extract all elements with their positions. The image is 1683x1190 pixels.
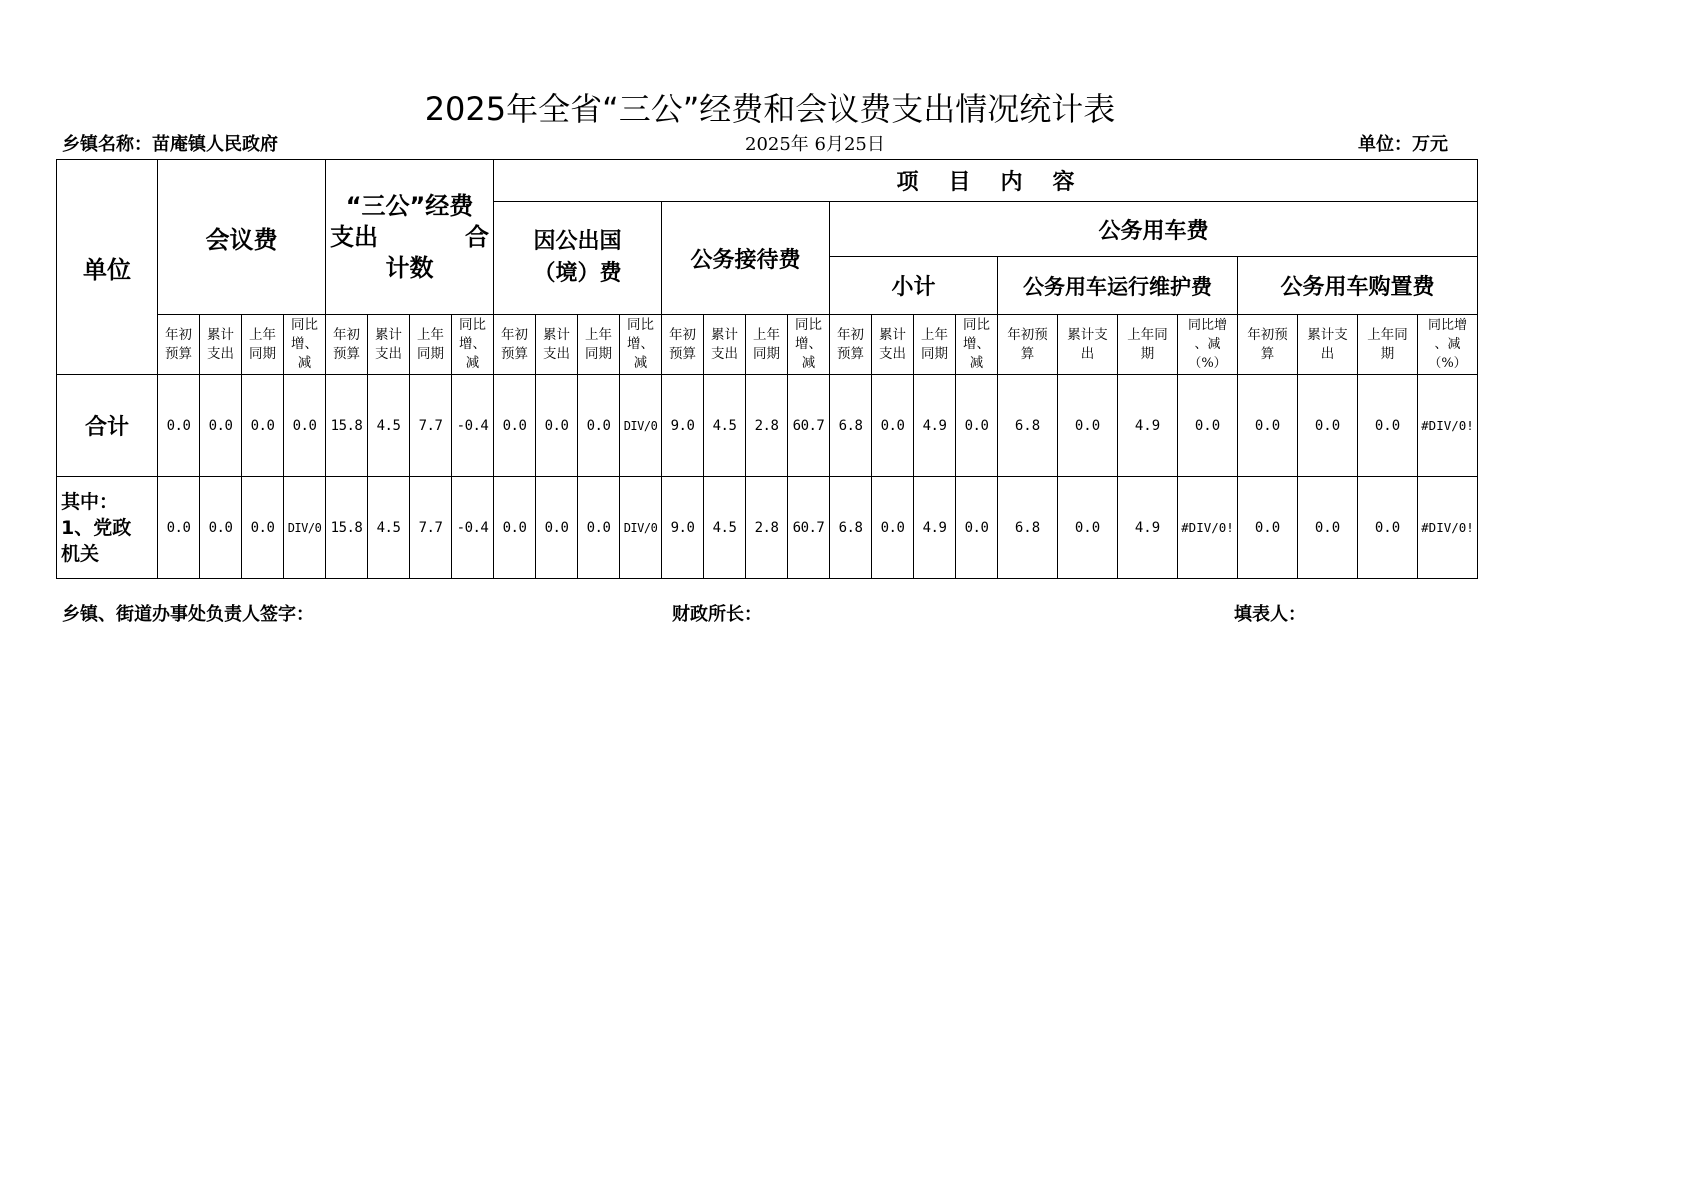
header-unit: 单位	[57, 160, 158, 375]
sub-budget: 年初 预算	[830, 315, 872, 375]
sub-spent-wide: 累计支 出	[1298, 315, 1358, 375]
cell: 0.0	[494, 477, 536, 579]
cell: 0.0	[200, 375, 242, 477]
sub-spent: 累计 支出	[872, 315, 914, 375]
cell: 0.0	[1238, 375, 1298, 477]
cell: 4.5	[704, 477, 746, 579]
sub-budget: 年初 预算	[326, 315, 368, 375]
sub-spent: 累计 支出	[536, 315, 578, 375]
sangong-line2a: 支出	[330, 222, 378, 251]
cell: 0.0	[956, 477, 998, 579]
cell: 4.9	[1118, 375, 1178, 477]
table-row-total	[57, 375, 1478, 477]
header-project-content: 项目内容	[494, 160, 1478, 202]
cell: 60.7	[788, 477, 830, 579]
sub-budget: 年初 预算	[494, 315, 536, 375]
sub-prev: 上年 同期	[914, 315, 956, 375]
abroad-line2: （境）费	[533, 261, 622, 286]
sub-prev: 上年 同期	[746, 315, 788, 375]
cell: 4.5	[704, 375, 746, 477]
sub-prev: 上年 同期	[242, 315, 284, 375]
header-reception-fee: 公务接待费	[662, 202, 830, 315]
header-car-fee: 公务用车费	[830, 202, 1478, 257]
row-label-total: 合计	[57, 375, 158, 477]
cell: 0.0	[956, 375, 998, 477]
subheader-row	[57, 315, 1478, 375]
cell: 2.8	[746, 375, 788, 477]
cell: 0.0	[1298, 375, 1358, 477]
cell: 0.0	[872, 375, 914, 477]
cell: 6.8	[998, 375, 1058, 477]
sub-yoy: 同比 增、 减	[956, 315, 998, 375]
sub-yoy: 同比 增、 减	[452, 315, 494, 375]
cell: -0.4	[452, 375, 494, 477]
cell: 60.7	[788, 375, 830, 477]
cell: 0.0	[1058, 375, 1118, 477]
sub-spent: 累计 支出	[200, 315, 242, 375]
cell: 9.0	[662, 477, 704, 579]
cell: 0.0	[494, 375, 536, 477]
cell: 15.8	[326, 375, 368, 477]
sub-prev: 上年 同期	[410, 315, 452, 375]
cell: 15.8	[326, 477, 368, 579]
cell: 0.0	[536, 477, 578, 579]
cell: 0.0	[1178, 375, 1238, 477]
cell: 0.0	[200, 477, 242, 579]
header-car-maintenance: 公务用车运行维护费	[998, 257, 1238, 315]
cell: 6.8	[830, 477, 872, 579]
cell: -0.4	[452, 477, 494, 579]
cell: 0.0	[242, 477, 284, 579]
unit-label: 单位：万元	[1358, 134, 1448, 155]
cell: 0.0	[158, 477, 200, 579]
cell: 0.0	[578, 477, 620, 579]
cell: 4.9	[914, 477, 956, 579]
cell: DIV/0	[620, 375, 662, 477]
sub-budget: 年初 预算	[158, 315, 200, 375]
report-date: 2025年 6月25日	[745, 134, 885, 155]
finance-director-label: 财政所长：	[672, 604, 762, 625]
cell: 4.9	[1118, 477, 1178, 579]
page-title: 2025年全省“三公”经费和会议费支出情况统计表	[424, 90, 1116, 128]
sub-yoy: 同比 增、 减	[620, 315, 662, 375]
leader-signature-label: 乡镇、街道办事处负责人签字：	[62, 604, 314, 625]
cell: 2.8	[746, 477, 788, 579]
cell: 0.0	[1238, 477, 1298, 579]
abroad-line1: 因公出国	[533, 229, 622, 254]
sub-prev-wide: 上年同 期	[1358, 315, 1418, 375]
cell: #DIV/0!	[1418, 375, 1478, 477]
cell: DIV/0	[284, 477, 326, 579]
sangong-line3: 计数	[385, 253, 434, 282]
town-name: 乡镇名称：苗庵镇人民政府	[62, 134, 278, 155]
header-meeting-fee: 会议费	[158, 160, 326, 315]
cell: 7.7	[410, 375, 452, 477]
sub-budget: 年初 预算	[662, 315, 704, 375]
cell: 0.0	[1358, 375, 1418, 477]
cell: #DIV/0!	[1418, 477, 1478, 579]
sub-yoy-wide: 同比增 、减 （%）	[1418, 315, 1478, 375]
cell: 4.5	[368, 477, 410, 579]
cell: 4.5	[368, 375, 410, 477]
sub-spent: 累计 支出	[368, 315, 410, 375]
statistics-table	[56, 159, 1478, 579]
cell: 0.0	[1358, 477, 1418, 579]
cell: 0.0	[536, 375, 578, 477]
cell: 9.0	[662, 375, 704, 477]
header-abroad-fee	[494, 202, 662, 315]
header-sangong-total	[326, 160, 494, 315]
sub-yoy: 同比 增、 减	[284, 315, 326, 375]
cell: 0.0	[1058, 477, 1118, 579]
table-row-party	[57, 477, 1478, 579]
cell: DIV/0	[620, 477, 662, 579]
cell: 6.8	[830, 375, 872, 477]
sangong-line2b: 合	[465, 222, 489, 251]
cell: 0.0	[578, 375, 620, 477]
header-car-subtotal: 小计	[830, 257, 998, 315]
sangong-line1: “三公”经费	[345, 191, 474, 220]
header-car-purchase: 公务用车购置费	[1238, 257, 1478, 315]
sub-prev: 上年 同期	[578, 315, 620, 375]
cell: 7.7	[410, 477, 452, 579]
cell: 0.0	[872, 477, 914, 579]
cell: 6.8	[998, 477, 1058, 579]
form-filler-label: 填表人：	[1234, 604, 1306, 625]
sub-yoy: 同比 增、 减	[788, 315, 830, 375]
sub-budget-wide: 年初预 算	[998, 315, 1058, 375]
sub-spent: 累计 支出	[704, 315, 746, 375]
cell: 0.0	[1298, 477, 1358, 579]
cell: 0.0	[158, 375, 200, 477]
row-label-party: 其中： 1、党政 机关	[57, 477, 158, 579]
sub-budget-wide: 年初预 算	[1238, 315, 1298, 375]
sub-spent-wide: 累计支 出	[1058, 315, 1118, 375]
cell: 0.0	[284, 375, 326, 477]
sub-prev-wide: 上年同 期	[1118, 315, 1178, 375]
cell: 4.9	[914, 375, 956, 477]
cell: 0.0	[242, 375, 284, 477]
cell: #DIV/0!	[1178, 477, 1238, 579]
sub-yoy-wide: 同比增 、减 （%）	[1178, 315, 1238, 375]
